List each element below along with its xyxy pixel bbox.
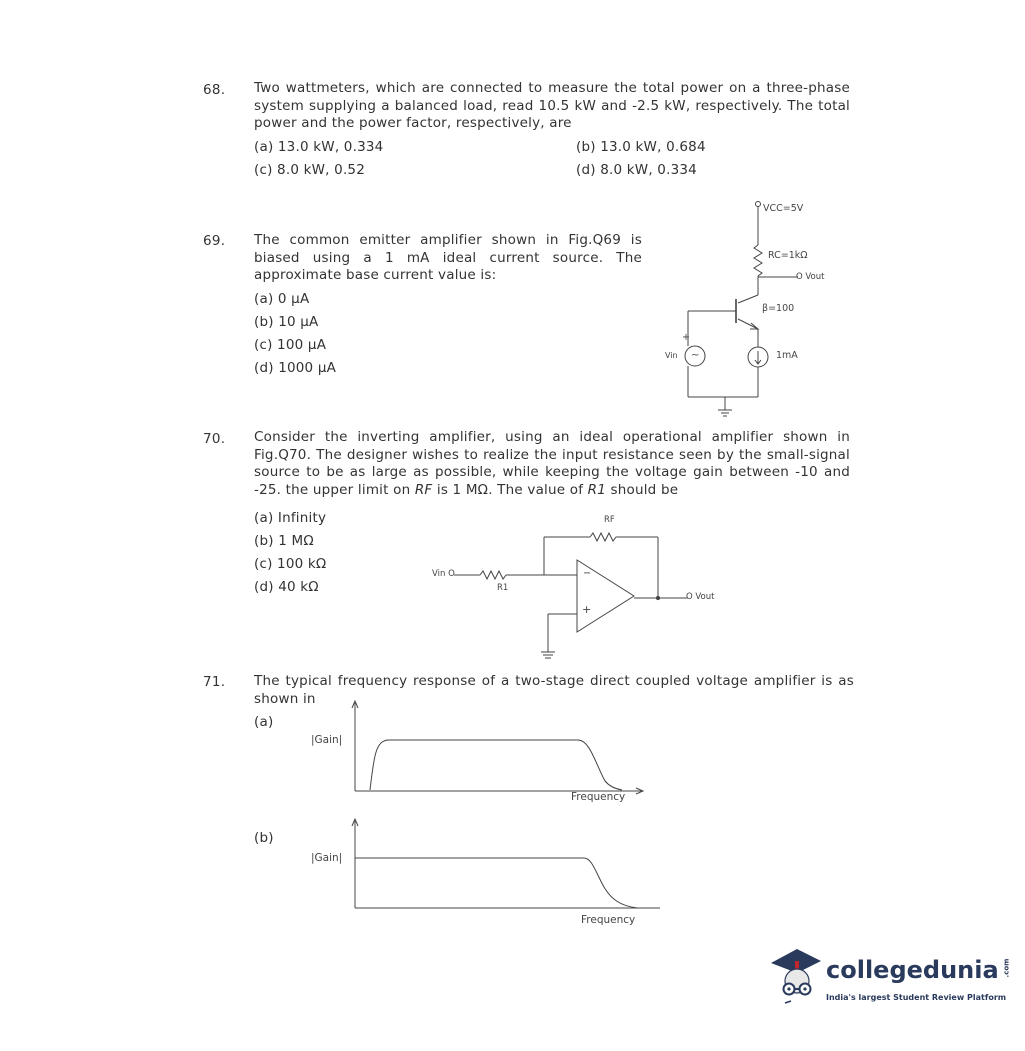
brand-tagline: India's largest Student Review Platform — [826, 993, 1007, 1002]
plus-label-q69: + — [682, 332, 690, 343]
graph-b-response-curve — [355, 858, 638, 908]
rc-label: RC=1kΩ — [768, 250, 808, 261]
current-label: 1mA — [776, 350, 798, 361]
q68-text: Two wattmeters, which are connected to measure the total power on a three-phase system supplying a balanced load, read 10.5 kW and -2.5 kW, respectively. The total power and the power factor, respectively, are — [254, 80, 850, 131]
brand-name-text: collegedunia — [826, 956, 999, 984]
q70-text-b: is 1 MΩ. The value of — [436, 481, 584, 498]
graph-a-ylabel: |Gain| — [311, 734, 343, 746]
brand-name — [826, 956, 1016, 984]
opamp-plus: + — [582, 603, 592, 616]
q69-option-d: (d) 1000 μA — [254, 360, 337, 376]
q71-graph-b — [340, 815, 660, 921]
q70-circuit-diagram — [440, 520, 700, 670]
q71-option-b: (b) — [254, 830, 274, 846]
r1-resistor — [480, 571, 506, 579]
q71-text: The typical frequency response of a two-stage direct coupled voltage amplifier is as shown in — [254, 673, 854, 707]
collector-lead — [738, 295, 758, 303]
vout-label-q69: O Vout — [796, 272, 825, 282]
graph-a-xlabel: Frequency — [571, 791, 626, 803]
q69-option-c: (c) 100 μA — [254, 337, 327, 353]
q69-option-a: (a) 0 μA — [254, 291, 310, 307]
q71-number: 71. — [203, 674, 226, 690]
collegedunia-mascot-icon — [767, 943, 827, 1013]
vout-label-q70: O Vout — [686, 592, 715, 602]
q68-number: 68. — [203, 82, 226, 98]
q69-circuit-diagram — [650, 195, 850, 430]
q70-text-a: Consider the inverting amplifier, using an ideal operational amplifier shown in Fig.Q70. The designer wishes to realize the input resistance seen by the small-signal source to be as large as possible, while keeping the voltage gain between -10 and -25. the upper limit on — [254, 429, 850, 498]
q68-option-c: (c) 8.0 kW, 0.52 — [254, 162, 366, 178]
opamp-minus: − — [583, 568, 592, 579]
rc-resistor — [754, 245, 762, 276]
graph-b-ylabel: |Gain| — [311, 852, 343, 864]
q69-text: The common emitter amplifier shown in Fig.Q69 is biased using a 1 mA ideal current source. The approximate base current value is: — [254, 232, 642, 283]
q71-option-a: (a) — [254, 714, 274, 730]
ac-source-symbol: ~ — [691, 350, 700, 361]
beta-label: β=100 — [762, 303, 795, 314]
brand-name-suffix: .com — [1002, 958, 1011, 978]
q69-number: 69. — [203, 233, 226, 249]
vcc-terminal — [756, 202, 761, 207]
graph-a-response-curve — [370, 740, 622, 790]
vin-label-q70: Vin O — [432, 569, 455, 579]
q70-option-a: (a) Infinity — [254, 510, 327, 526]
q69-option-b: (b) 10 μA — [254, 314, 319, 330]
q70-option-d: (d) 40 kΩ — [254, 579, 319, 595]
q70-text — [254, 429, 850, 499]
rf-symbol-inline: RF — [414, 481, 433, 498]
q70-number: 70. — [203, 431, 226, 447]
vcc-label: VCC=5V — [763, 203, 804, 214]
q71-graph-a — [340, 695, 660, 805]
rf-resistor — [590, 533, 616, 541]
graph-b-xlabel: Frequency — [581, 914, 636, 926]
q68-option-a: (a) 13.0 kW, 0.334 — [254, 139, 384, 155]
q68-option-d: (d) 8.0 kW, 0.334 — [576, 162, 697, 178]
vin-label-q69: Vin — [665, 351, 678, 360]
r1-label: R1 — [497, 583, 509, 593]
r1-symbol-inline: R1 — [587, 481, 607, 498]
rf-label: RF — [604, 515, 615, 525]
emitter-lead — [738, 319, 758, 329]
q70-option-c: (c) 100 kΩ — [254, 556, 327, 572]
q70-option-b: (b) 1 MΩ — [254, 533, 314, 549]
q68-option-b: (b) 13.0 kW, 0.684 — [576, 139, 706, 155]
q70-text-c: should be — [610, 481, 679, 498]
